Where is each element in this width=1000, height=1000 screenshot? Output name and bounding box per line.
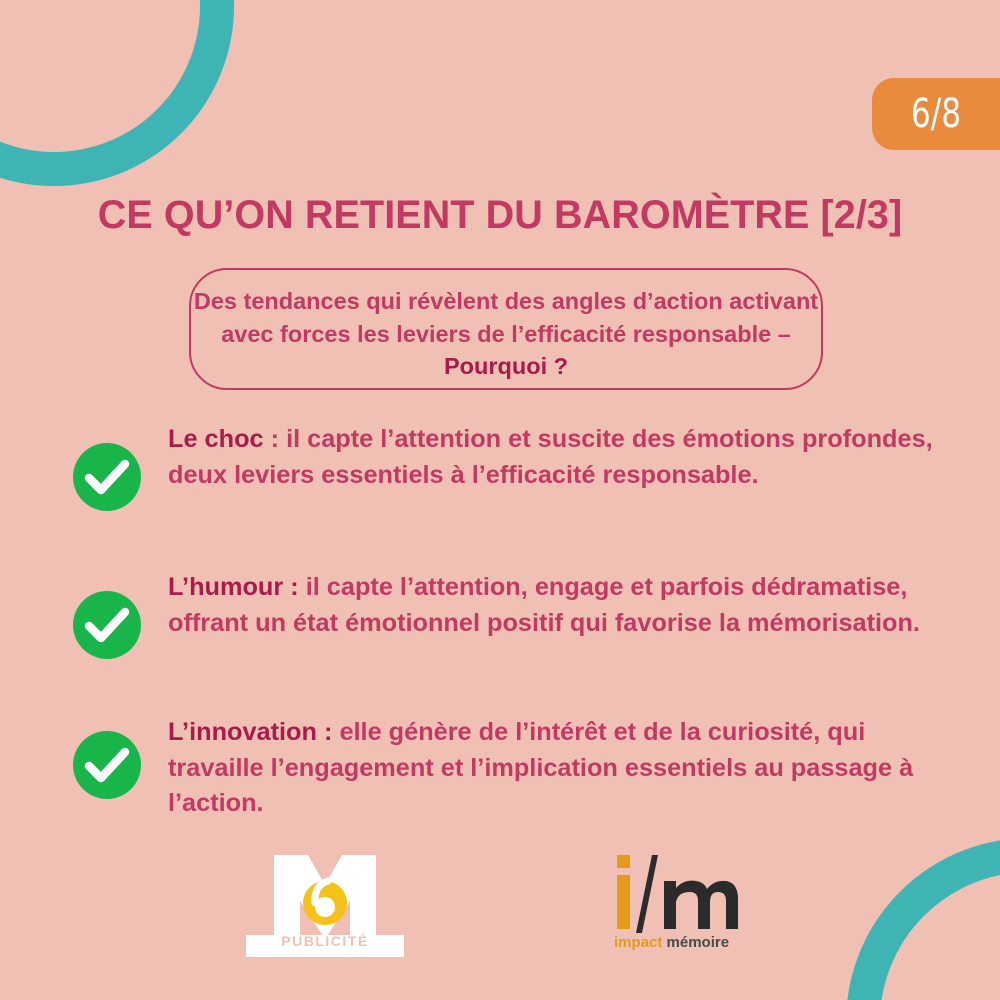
list-item-text: : il capte l’attention et suscite des émotions profondes, deux leviers essentiels à l’efficacité responsable.: [168, 425, 933, 489]
list-item: [168, 715, 958, 822]
list-item-label: L’innovation :: [168, 718, 333, 746]
list-item: [168, 570, 958, 641]
intro-box: [189, 268, 823, 390]
decorative-arc-top-left: [0, 0, 234, 186]
impact-memoire-caption-part1: impact: [614, 934, 663, 951]
page-indicator: 6/8: [910, 91, 962, 137]
check-icon: [72, 730, 142, 800]
list-item-text: il capte l’attention, engage et parfois dédramatise, offrant un état émotionnel positif qui favorise la mémorisation.: [168, 573, 920, 637]
page-title: CE QU’ON RETIENT DU BAROMÈTRE [2/3]: [97, 193, 903, 237]
list-item-label: L’humour :: [168, 573, 299, 601]
impact-memoire-caption-part2: mémoire: [662, 934, 730, 951]
page-indicator-badge: [872, 78, 1000, 150]
intro-body: Des tendances qui révèlent des angles d’action activant avec forces les leviers de l’efficacité responsable –: [193, 288, 819, 347]
check-icon: [72, 442, 142, 512]
m6-logo-caption: PUBLICITÉ: [281, 933, 369, 949]
intro-text: [191, 285, 821, 383]
impact-memoire-logo-mark: [612, 855, 752, 933]
intro-emphasis: Pourquoi ?: [443, 353, 568, 379]
m6-publicite-logo: [246, 855, 404, 957]
impact-memoire-logo: [612, 855, 752, 955]
list-item-text: elle génère de l’intérêt et de la curiosité, qui travaille l’engagement et l’implication essentiels au passage à l’action.: [168, 718, 914, 817]
list-item: [168, 422, 958, 493]
check-icon: [72, 590, 142, 660]
decorative-arc-bottom-right: [846, 838, 1000, 1000]
list-item-label: Le choc: [168, 425, 264, 453]
